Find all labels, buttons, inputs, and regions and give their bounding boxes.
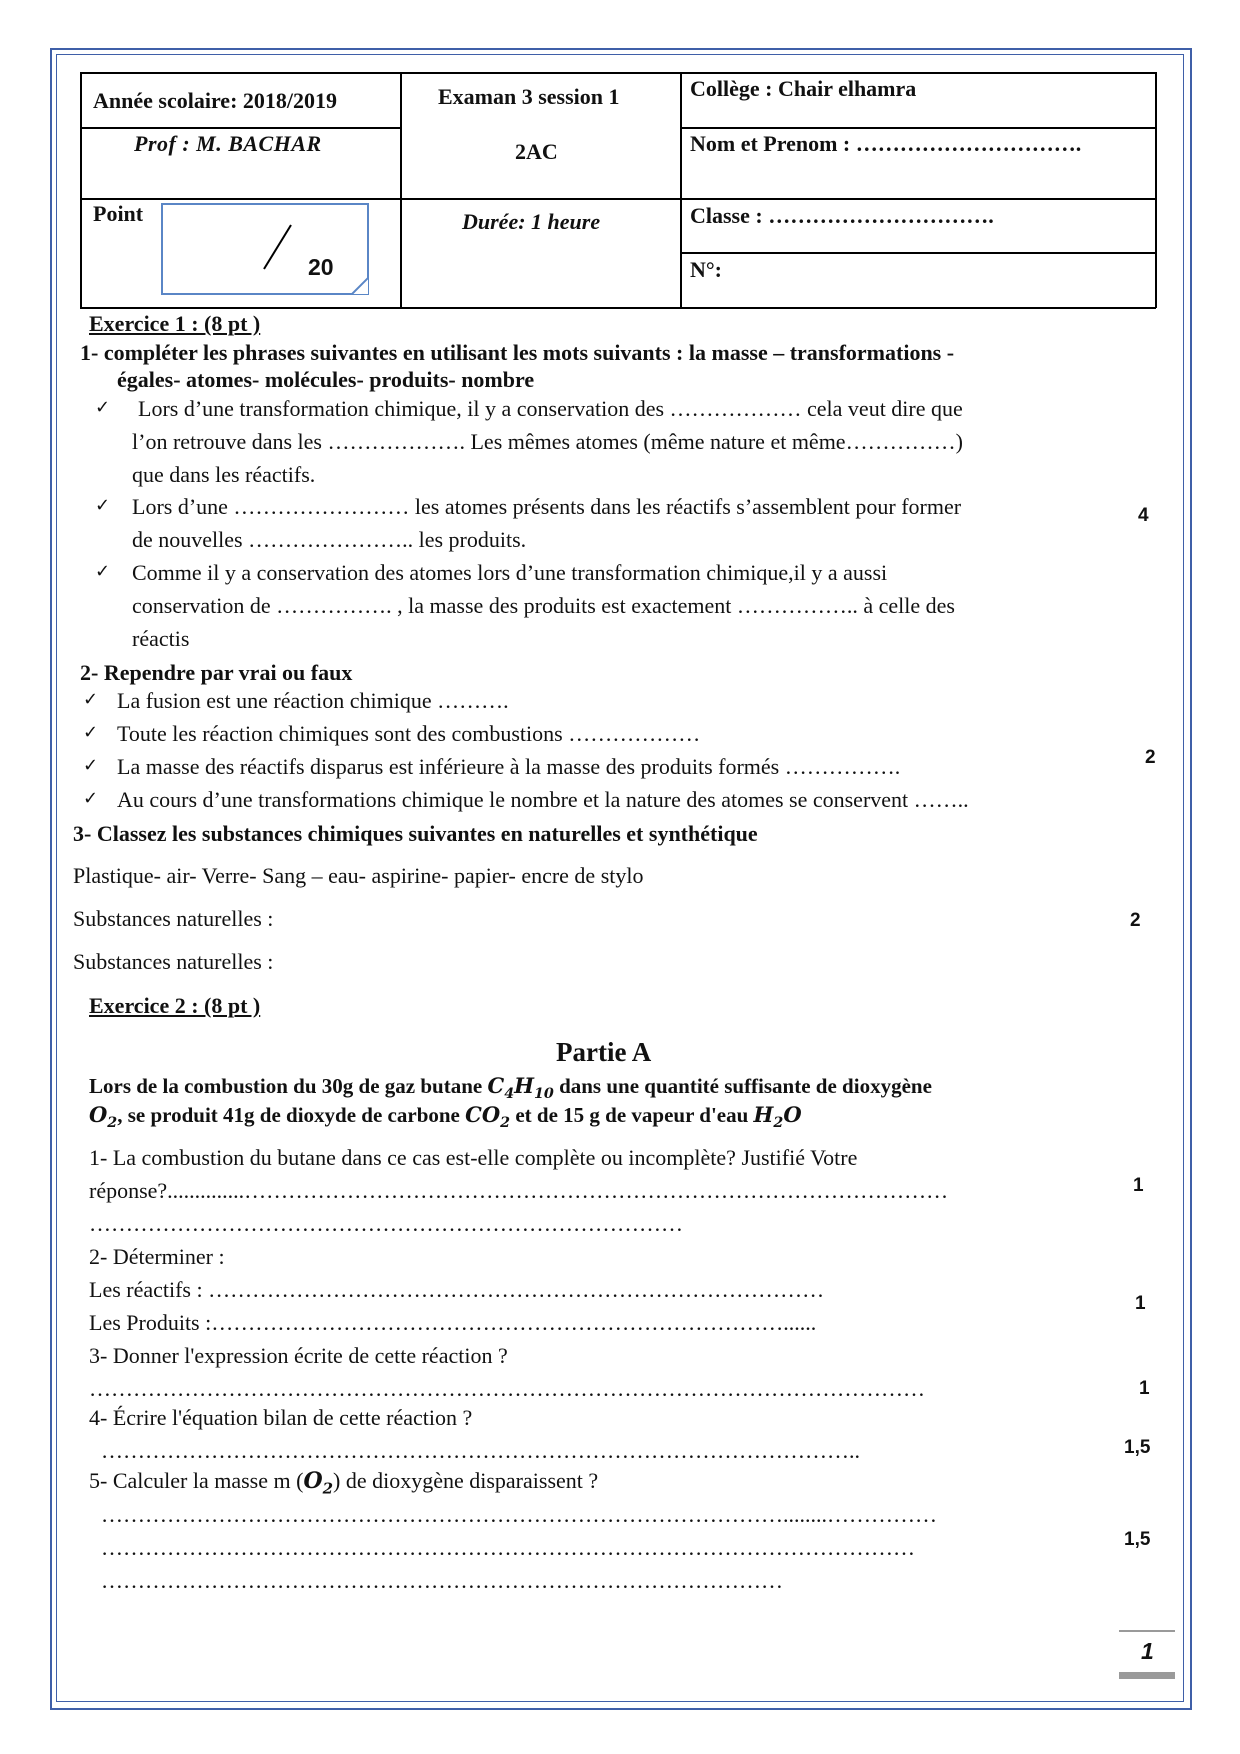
exam-duration: Durée: 1 heure: [462, 209, 601, 234]
ex1-q1-words: égales- atomes- molécules- produits- nombre: [117, 367, 535, 392]
ex1-b2-line1: Lors d’une …………………… les atomes présents dans les réactifs s’assemblent pour former: [132, 494, 962, 519]
check-icon: ✓: [83, 722, 99, 743]
check-icon: ✓: [95, 561, 111, 582]
ex1-vf2: Toute les réaction chimiques sont des combustions ………………: [117, 721, 701, 746]
number-field[interactable]: N°:: [690, 257, 723, 282]
check-icon: ✓: [95, 495, 111, 516]
ex2-q4-answer[interactable]: …………………………………………………………………………………………..: [101, 1438, 860, 1463]
ex1-b3-line1: Comme il y a conservation des atomes lors d’une transformation chimique,il y a aussi: [132, 560, 888, 585]
points-ex1-q3: 2: [1130, 910, 1141, 931]
check-icon: ✓: [95, 397, 111, 418]
teacher-name: Prof : M. BACHAR: [134, 131, 322, 156]
points-ex1-q2: 2: [1145, 747, 1156, 768]
ex1-vf4: Au cours d’une transformations chimique le nombre et la nature des atomes se conservent ……..: [117, 787, 969, 812]
exercise2-title: Exercice 2 : (8 pt ): [89, 993, 261, 1018]
ex1-vf3: La masse des réactifs disparus est inférieure à la masse des produits formés …………….: [117, 754, 901, 779]
ex2-intro-line2: $O_2$, se produit 41g de dioxyde de carbone $CO_2$ et de 15 g de vapeur d'eau $H_2O$: [89, 1102, 802, 1132]
ex2-produits-line[interactable]: Les Produits :……………………………………………………………………......: [89, 1310, 817, 1335]
school-year: Année scolaire: 2018/2019: [93, 88, 338, 113]
ex2-q5: 5- Calculer la masse m $(O_2)$ de dioxygène disparaissent ?: [89, 1468, 599, 1498]
ex1-q1-instruction: 1- compléter les phrases suivantes en utilisant les mots suivants : la masse – transformations -: [80, 340, 955, 365]
check-icon: ✓: [83, 788, 99, 809]
point-label: Point: [93, 201, 144, 226]
exam-title: Examan 3 session 1: [438, 84, 620, 109]
name-field[interactable]: Nom et Prenom : ………………………….: [690, 131, 1082, 156]
points-ex2-q4: 1,5: [1124, 1437, 1151, 1458]
class-level: 2AC: [515, 139, 558, 164]
grade-total: 20: [308, 254, 334, 280]
ex1-b1-line2: l’on retrouve dans les ………………. Les mêmes atomes (même nature et même……………): [132, 429, 963, 454]
points-ex1-q1: 4: [1138, 505, 1149, 526]
ex2-q1-answer-line2[interactable]: ………………………………………………………………………: [89, 1211, 683, 1236]
ex2-q3: 3- Donner l'expression écrite de cette réaction ?: [89, 1343, 508, 1368]
partie-a-title: Partie A: [556, 1037, 652, 1067]
ex2-q5-answer-line3[interactable]: …………………………………………………………………………………: [101, 1568, 783, 1593]
ex1-q2-title: 2- Rependre par vrai ou faux: [80, 660, 353, 685]
page-number: 1: [1141, 1638, 1154, 1664]
points-ex2-q3: 1: [1139, 1378, 1150, 1399]
ex1-b3-line3: réactis: [132, 626, 190, 651]
grade-box[interactable]: [161, 203, 369, 295]
ex2-reactifs-line[interactable]: Les réactifs : …………………………………………………………………………: [89, 1277, 825, 1302]
ex2-q1-answer-line1[interactable]: réponse?..............……………………………………………………………………………………: [89, 1178, 949, 1203]
points-ex2-q2: 1: [1135, 1293, 1146, 1314]
ex1-natural-substances-2: Substances naturelles :: [73, 949, 274, 974]
check-icon: ✓: [83, 755, 99, 776]
page-number-box: [1119, 1630, 1175, 1680]
ex1-natural-substances: Substances naturelles :: [73, 906, 274, 931]
check-icon: ✓: [83, 689, 99, 710]
class-field[interactable]: Classe : ………………………….: [690, 203, 994, 228]
ex2-q3-answer[interactable]: ……………………………………………………………………………………………………: [89, 1376, 925, 1401]
ex1-vf1: La fusion est une réaction chimique ……….: [117, 688, 509, 713]
ex1-b1-line3: que dans les réactifs.: [132, 462, 316, 487]
ex1-b1-line1: Lors d’une transformation chimique, il y a conservation des ……………… cela veut dire que: [138, 396, 963, 421]
ex1-b2-line2: de nouvelles ………………….. les produits.: [132, 527, 527, 552]
ex2-q2: 2- Déterminer :: [89, 1244, 225, 1269]
exercise1-title: Exercice 1 : (8 pt ): [89, 311, 261, 336]
ex1-b3-line2: conservation de ……………. , la masse des produits est exactement …………….. à celle des: [132, 593, 955, 618]
points-ex2-q1: 1: [1133, 1175, 1144, 1196]
ex2-intro-line1: Lors de la combustion du 30g de gaz butane $C_4H_{10}$ dans une quantité suffisante de dioxygène: [89, 1073, 932, 1103]
ex2-q5-answer-line2[interactable]: …………………………………………………………………………………………………: [101, 1535, 915, 1560]
points-ex2-q5: 1,5: [1124, 1529, 1151, 1550]
grade-slash: [161, 203, 369, 295]
ex2-q1-line1: 1- La combustion du butane dans ce cas est-elle complète ou incomplète? Justifié Votre: [89, 1145, 858, 1170]
college-name: Collège : Chair elhamra: [690, 76, 917, 101]
ex2-q4: 4- Écrire l'équation bilan de cette réaction ?: [89, 1405, 473, 1430]
ex1-substances-list: Plastique- air- Verre- Sang – eau- aspirine- papier- encre de stylo: [73, 863, 644, 888]
ex1-q3-title: 3- Classez les substances chimiques suivantes en naturelles et synthétique: [73, 821, 758, 846]
ex2-q5-answer-line1[interactable]: …………………………………………………………………………………........……………: [101, 1502, 937, 1527]
